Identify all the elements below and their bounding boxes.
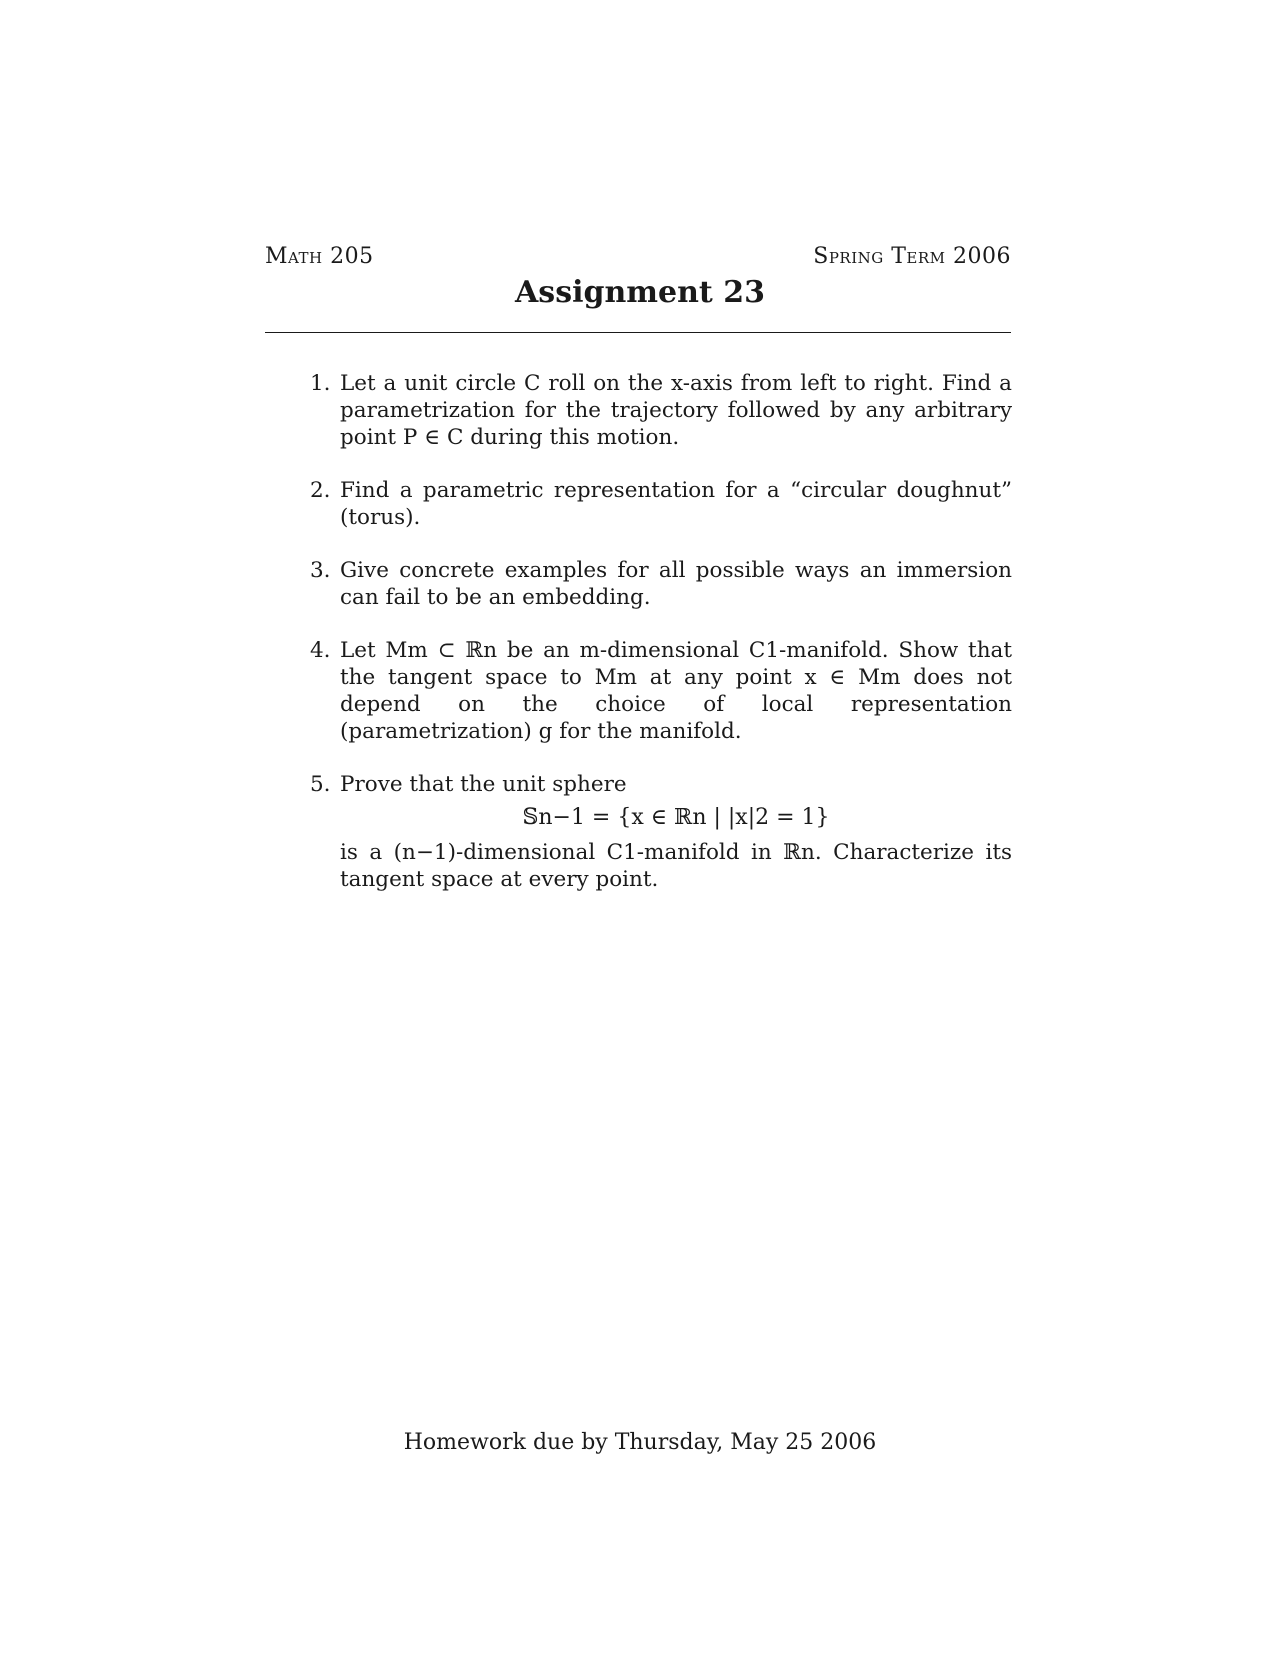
problem-number: 2. bbox=[310, 478, 331, 503]
problem-text-conclusion: is a (n−1)-dimensional C1-manifold in ℝn. Characterize its tangent space at every point. bbox=[340, 840, 1012, 892]
problem-text: Find a parametric representation for a “circular doughnut” (torus). bbox=[340, 478, 1012, 530]
problem-number: 5. bbox=[310, 772, 331, 797]
problem-2 bbox=[298, 477, 1012, 531]
unit-sphere-formula: 𝕊n−1 = {x ∈ ℝn | |x|2 = 1} bbox=[522, 805, 830, 830]
problem-4 bbox=[298, 637, 1012, 745]
problem-number: 3. bbox=[310, 558, 331, 583]
course-name: Math 205 bbox=[265, 244, 374, 269]
term-label: Spring Term 2006 bbox=[813, 244, 1011, 269]
page-title: Assignment 23 bbox=[515, 275, 765, 310]
problem-number: 4. bbox=[310, 638, 331, 663]
problem-number: 1. bbox=[310, 371, 331, 396]
problem-text: Give concrete examples for all possible ways an immersion can fail to be an embedding. bbox=[340, 558, 1012, 610]
problem-list bbox=[298, 370, 1012, 919]
problem-3 bbox=[298, 557, 1012, 611]
problem-text-intro: Prove that the unit sphere bbox=[340, 772, 627, 797]
due-date: Homework due by Thursday, May 25 2006 bbox=[403, 1430, 877, 1455]
problem-text: Let a unit circle C roll on the x-axis from left to right. Find a parametrization for the trajectory followed by any arbitrary point P ∈ C during this motion. bbox=[340, 371, 1012, 450]
header-rule bbox=[265, 332, 1011, 333]
problem-text: Let Mm ⊂ ℝn be an m-dimensional C1-manifold. Show that the tangent space to Mm at any point x ∈ Mm does not depend on the choice of local representation (parametrization) g for the manifold. bbox=[340, 638, 1012, 744]
problem-1 bbox=[298, 370, 1012, 451]
problem-5 bbox=[298, 771, 1012, 893]
